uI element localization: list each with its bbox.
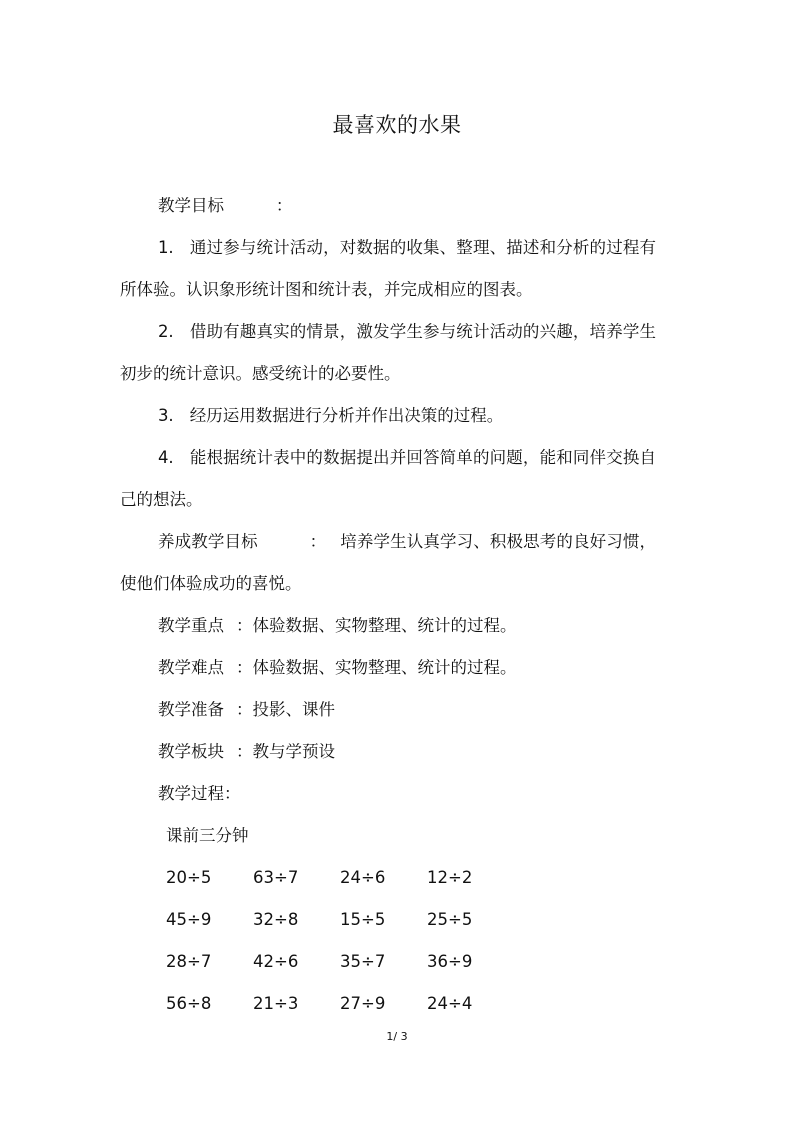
document-body xyxy=(120,185,656,1025)
module xyxy=(120,731,656,773)
habit-goal xyxy=(120,521,656,605)
warmup-heading xyxy=(120,815,656,857)
process-label: 教学过程： xyxy=(157,784,241,803)
goal-item-2-text: 借助有趣真实的情景，激发学生参与统计活动的兴趣，培养学生初步的统计意识。感受统计的必要性。 xyxy=(120,322,656,383)
warmup-label: 课前三分钟 xyxy=(166,826,249,845)
difficulty xyxy=(120,647,656,689)
problem-cell: 24÷4 xyxy=(427,994,473,1013)
key-point-label: 教学重点 xyxy=(157,616,224,635)
habit-goal-label: 养成教学目标 xyxy=(157,532,258,551)
difficulty-text: 体验数据、实物整理、统计的过程。 xyxy=(252,658,517,677)
habit-goal-colon: ： xyxy=(309,532,327,551)
goal-item-3-number: 3. xyxy=(157,406,174,425)
goal-item-3-text: 经历运用数据进行分析并作出决策的过程。 xyxy=(189,406,504,425)
table-row xyxy=(166,941,514,983)
module-text: 教与学预设 xyxy=(252,742,335,761)
problem-cell: 15÷5 xyxy=(340,910,386,929)
goal-item-4 xyxy=(120,437,656,521)
habit-goal-text: 培养学生认真学习、积极思考的良好习惯，使他们体验成功的喜悦。 xyxy=(120,532,656,593)
key-point xyxy=(120,605,656,647)
module-colon: ： xyxy=(235,742,253,761)
problem-cell: 21÷3 xyxy=(253,994,299,1013)
problem-cell: 24÷6 xyxy=(340,868,386,887)
goal-item-3 xyxy=(120,395,656,437)
table-row xyxy=(166,899,514,941)
document-title: 最喜欢的水果 xyxy=(332,113,462,137)
goal-item-1-number: 1. xyxy=(157,238,174,257)
problem-cell: 56÷8 xyxy=(166,994,212,1013)
teaching-goals-heading xyxy=(120,185,656,227)
module-label: 教学板块 xyxy=(157,742,224,761)
teaching-goals-label: 教学目标 xyxy=(157,196,224,215)
goal-item-4-number: 4. xyxy=(157,448,174,467)
preparation xyxy=(120,689,656,731)
problem-cell: 45÷9 xyxy=(166,910,212,929)
goal-item-1 xyxy=(120,227,656,311)
problem-cell: 35÷7 xyxy=(340,952,386,971)
problem-cell: 20÷5 xyxy=(166,868,212,887)
difficulty-label: 教学难点 xyxy=(157,658,224,677)
goal-item-1-text: 通过参与统计活动，对数据的收集、整理、描述和分析的过程有所体验。认识象形统计图和统计表，并完成相应的图表。 xyxy=(120,238,656,299)
problem-cell: 42÷6 xyxy=(253,952,299,971)
goal-item-2 xyxy=(120,311,656,395)
key-point-text: 体验数据、实物整理、统计的过程。 xyxy=(252,616,517,635)
goal-item-4-text: 能根据统计表中的数据提出并回答简单的问题，能和同伴交换自己的想法。 xyxy=(120,448,656,509)
preparation-label: 教学准备 xyxy=(157,700,224,719)
difficulty-colon: ： xyxy=(235,658,253,677)
warmup-problems-table xyxy=(166,857,514,1025)
key-point-colon: ： xyxy=(235,616,253,635)
page-number: 1/ 3 xyxy=(386,1030,408,1043)
teaching-goals-colon: ： xyxy=(275,196,293,215)
problem-cell: 32÷8 xyxy=(253,910,299,929)
table-row xyxy=(166,857,514,899)
table-row xyxy=(166,983,514,1025)
problem-cell: 25÷5 xyxy=(427,910,473,929)
problem-cell: 28÷7 xyxy=(166,952,212,971)
problem-cell: 36÷9 xyxy=(427,952,473,971)
process-heading xyxy=(120,773,656,815)
preparation-text: 投影、课件 xyxy=(252,700,335,719)
problem-cell: 27÷9 xyxy=(340,994,386,1013)
preparation-colon: ： xyxy=(235,700,253,719)
problem-cell: 63÷7 xyxy=(253,868,299,887)
goal-item-2-number: 2. xyxy=(157,322,174,341)
problem-cell: 12÷2 xyxy=(427,868,473,887)
